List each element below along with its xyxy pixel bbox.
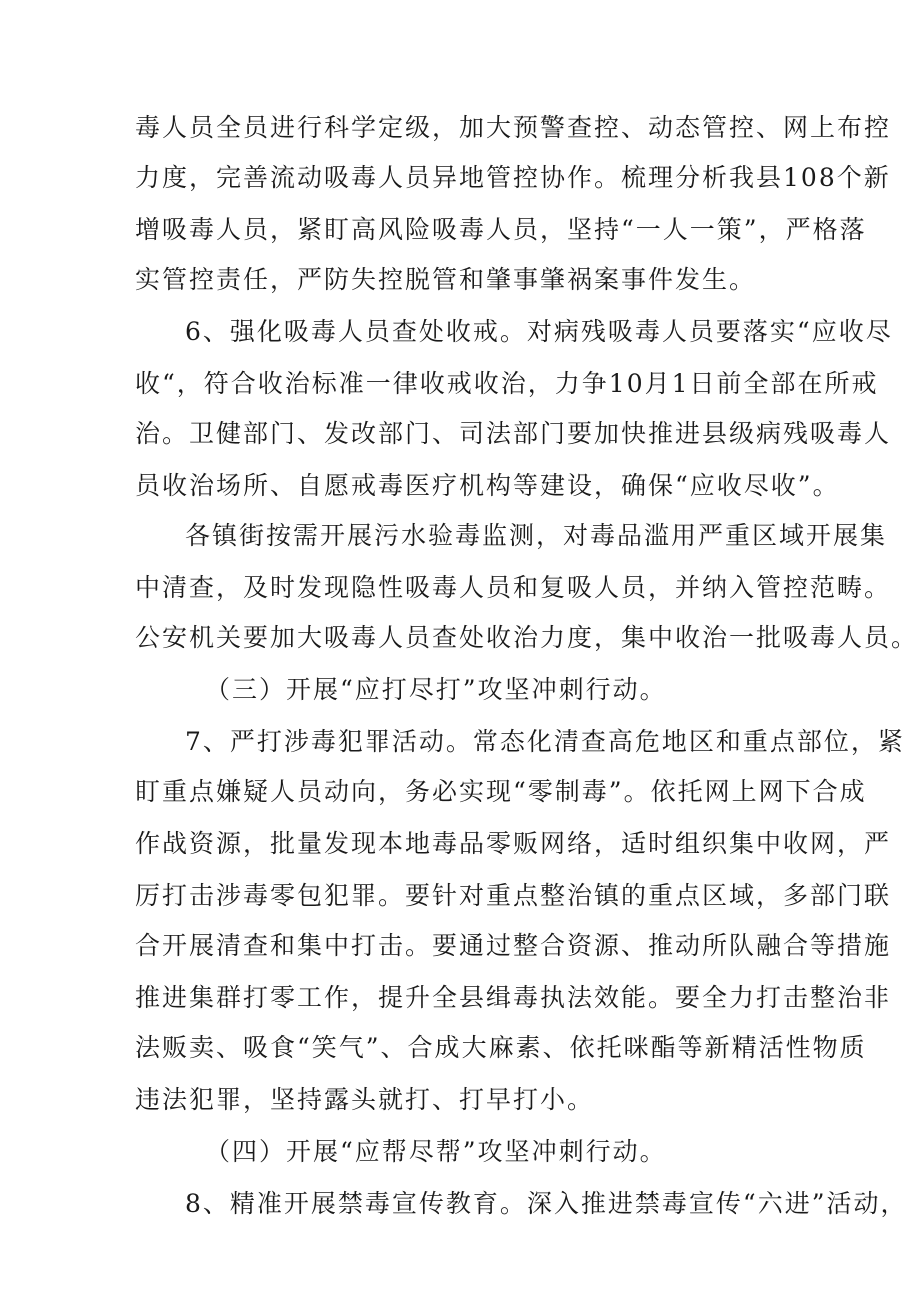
- body-line: 盯重点嫌疑人员动向，务必实现“零制毒”。依托网上网下合成: [135, 777, 867, 806]
- section-item-8: 8、精准开展禁毒宣传教育。深入推进禁毒宣传“六进”活动，: [185, 1189, 908, 1218]
- body-line: 治。卫健部门、发改部门、司法部门要加快推进县级病残吸毒人: [135, 419, 892, 448]
- subheading-3: （三）开展“应打尽打”攻坚冲刺行动。: [205, 675, 667, 704]
- body-line: 法贩卖、吸食“笑气”、合成大麻素、依托咪酯等新精活性物质: [135, 1033, 867, 1062]
- body-line: 收“，符合收治标准一律收戒收治，力争10月1日前全部在所戒: [135, 369, 879, 398]
- subheading-4: （四）开展“应帮尽帮”攻坚冲刺行动。: [205, 1137, 667, 1166]
- section-item-7: 7、严打涉毒犯罪活动。常态化清查高危地区和重点部位，紧: [185, 727, 905, 756]
- body-line: 违法犯罪，坚持露头就打、打早打小。: [135, 1085, 595, 1114]
- body-line: 厉打击涉毒零包犯罪。要针对重点整治镇的重点区域，多部门联: [135, 881, 892, 910]
- body-line: 增吸毒人员，紧盯高风险吸毒人员，坚持“一人一策”，严格落: [135, 215, 867, 244]
- body-line: 公安机关要加大吸毒人员查处收治力度，集中收治一批吸毒人员。: [135, 623, 919, 652]
- body-line: 力度，完善流动吸毒人员异地管控协作。梳理分析我县108个新: [135, 163, 891, 192]
- body-line: 实管控责任，严防失控脱管和肇事肇祸案事件发生。: [135, 265, 757, 294]
- body-line: 员收治场所、自愿戒毒医疗机构等建设，确保“应收尽收”。: [135, 471, 840, 500]
- section-item-6: 6、强化吸毒人员查处收戒。对病残吸毒人员要落实“应收尽: [185, 317, 893, 346]
- body-line: 作战资源，批量发现本地毒品零贩网络，适时组织集中收网，严: [135, 829, 892, 858]
- body-line: 合开展清查和集中打击。要通过整合资源、推动所队融合等措施: [135, 931, 892, 960]
- body-line: 推进集群打零工作，提升全县缉毒执法效能。要全力打击整治非: [135, 983, 892, 1012]
- body-line: 中清查，及时发现隐性吸毒人员和复吸人员，并纳入管控范畴。: [135, 573, 892, 602]
- paragraph-start: 各镇街按需开展污水验毒监测，对毒品滥用严重区域开展集: [185, 521, 888, 550]
- body-line: 毒人员全员进行科学定级，加大预警查控、动态管控、网上布控: [135, 113, 892, 142]
